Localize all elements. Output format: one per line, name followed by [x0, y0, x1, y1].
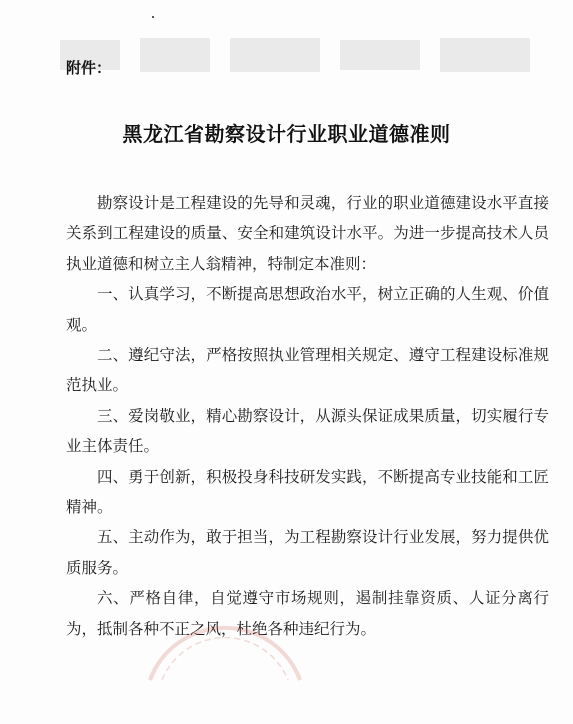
rule-1-paragraph: 一、认真学习，不断提高思想政治水平，树立正确的人生观、价值观。: [66, 285, 549, 334]
rule-4-paragraph: 四、勇于创新，积极投身科技研发实践，不断提高专业技能和工匠精神。: [66, 467, 549, 517]
attachment-label: 附件：: [66, 59, 112, 77]
document-title: 黑龙江省勘察设计行业职业道德准则: [122, 122, 451, 146]
rule-6-paragraph: 六、严格自律，自觉遵守市场规则，遏制挂靠资质、人证分离行为，抵制各种不正之风，杜绝各种违纪行为。: [66, 589, 549, 638]
rule-3-paragraph: 三、爱岗敬业，精心勘察设计，从源头保证成果质量，切实履行专业主体责任。: [66, 406, 549, 456]
document-body: [66, 188, 549, 644]
intro-paragraph: 勘察设计是工程建设的先导和灵魂，行业的职业道德建设水平直接关系到工程建设的质量、安全和建筑设计水平。为进一步提高技术人员执业道德和树立主人翁精神，特制定本准则：: [66, 194, 549, 273]
bleed-through-watermark: [60, 30, 530, 80]
rule-5-paragraph: 五、主动作为，敢于担当，为工程勘察设计行业发展，努力提供优质服务。: [66, 528, 549, 577]
rule-2-paragraph: 二、遵纪守法，严格按照执业管理相关规定、遵守工程建设标准规范执业。: [66, 346, 549, 395]
scan-speck: [152, 16, 154, 18]
